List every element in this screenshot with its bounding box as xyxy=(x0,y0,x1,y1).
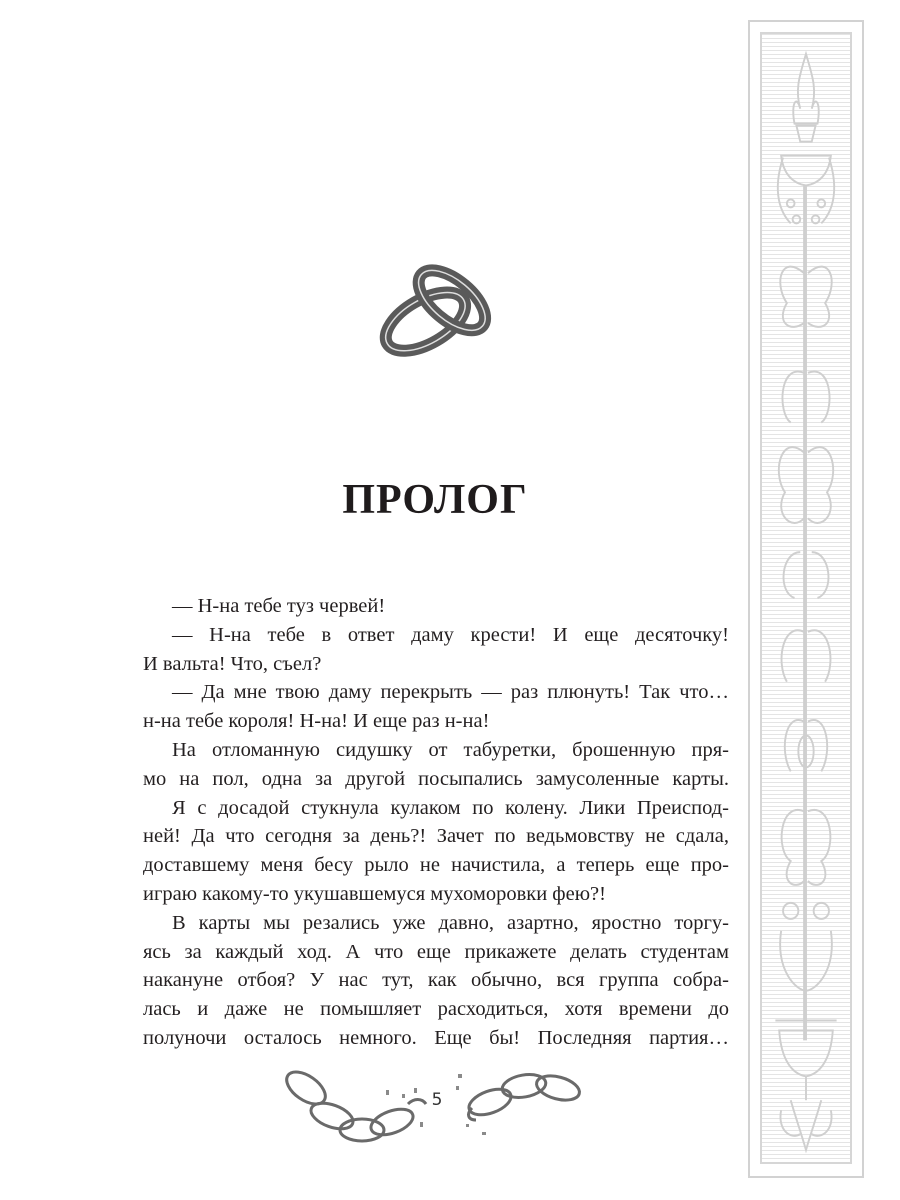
text-line: играю какому-то укушавшемуся мухоморовки фею?! xyxy=(143,882,606,905)
text-line: Я с досадой стукнула кулаком по колену. Лики Преиспод- xyxy=(172,796,729,819)
wedding-rings-icon xyxy=(366,248,506,360)
text-line: На отломанную сидушку от табуретки, брошенную пря- xyxy=(172,738,729,761)
floral-ornament-icon xyxy=(762,34,850,1162)
text-line: лась и даже не помышляет расходиться, хотя времени до xyxy=(143,998,729,1021)
text-line: мо на пол, одна за другой посыпались замусоленные карты. xyxy=(143,767,729,790)
text-line: накануне отбоя? У нас тут, как обычно, вся группа собра- xyxy=(143,969,729,992)
text-line: ней! Да что сегодня за день?! Зачет по ведьмовству не сдала, xyxy=(143,825,729,848)
page-number: 5 xyxy=(431,1090,443,1110)
chapter-title: ПРОЛОГ xyxy=(342,477,528,523)
text-line: И вальта! Что, съел? xyxy=(143,652,322,675)
text-line: доставшему меня бесу рыло не начистила, а теперь еще про- xyxy=(143,854,729,877)
text-line: полуночи осталось немного. Еще бы! Последняя партия… xyxy=(143,1026,729,1049)
text-line: В карты мы резались уже давно, азартно, яростно торгу- xyxy=(172,911,729,934)
side-border-panel xyxy=(760,32,852,1164)
text-line: н-на тебе короля! Н-на! И еще раз н-на! xyxy=(143,710,490,733)
broken-chain-icon xyxy=(276,1058,596,1162)
text-line: ясь за каждый ход. А что еще прикажете делать студентам xyxy=(143,940,729,963)
text-line: — Да мне твою даму перекрыть — раз плюнуть! Так что… xyxy=(172,681,729,704)
text-line: — Н-на тебе туз червей! xyxy=(172,595,386,617)
decorative-side-border xyxy=(748,20,864,1178)
text-line: — Н-на тебе в ответ даму крести! И еще десяточку! xyxy=(172,623,729,646)
body-text xyxy=(143,592,729,1053)
